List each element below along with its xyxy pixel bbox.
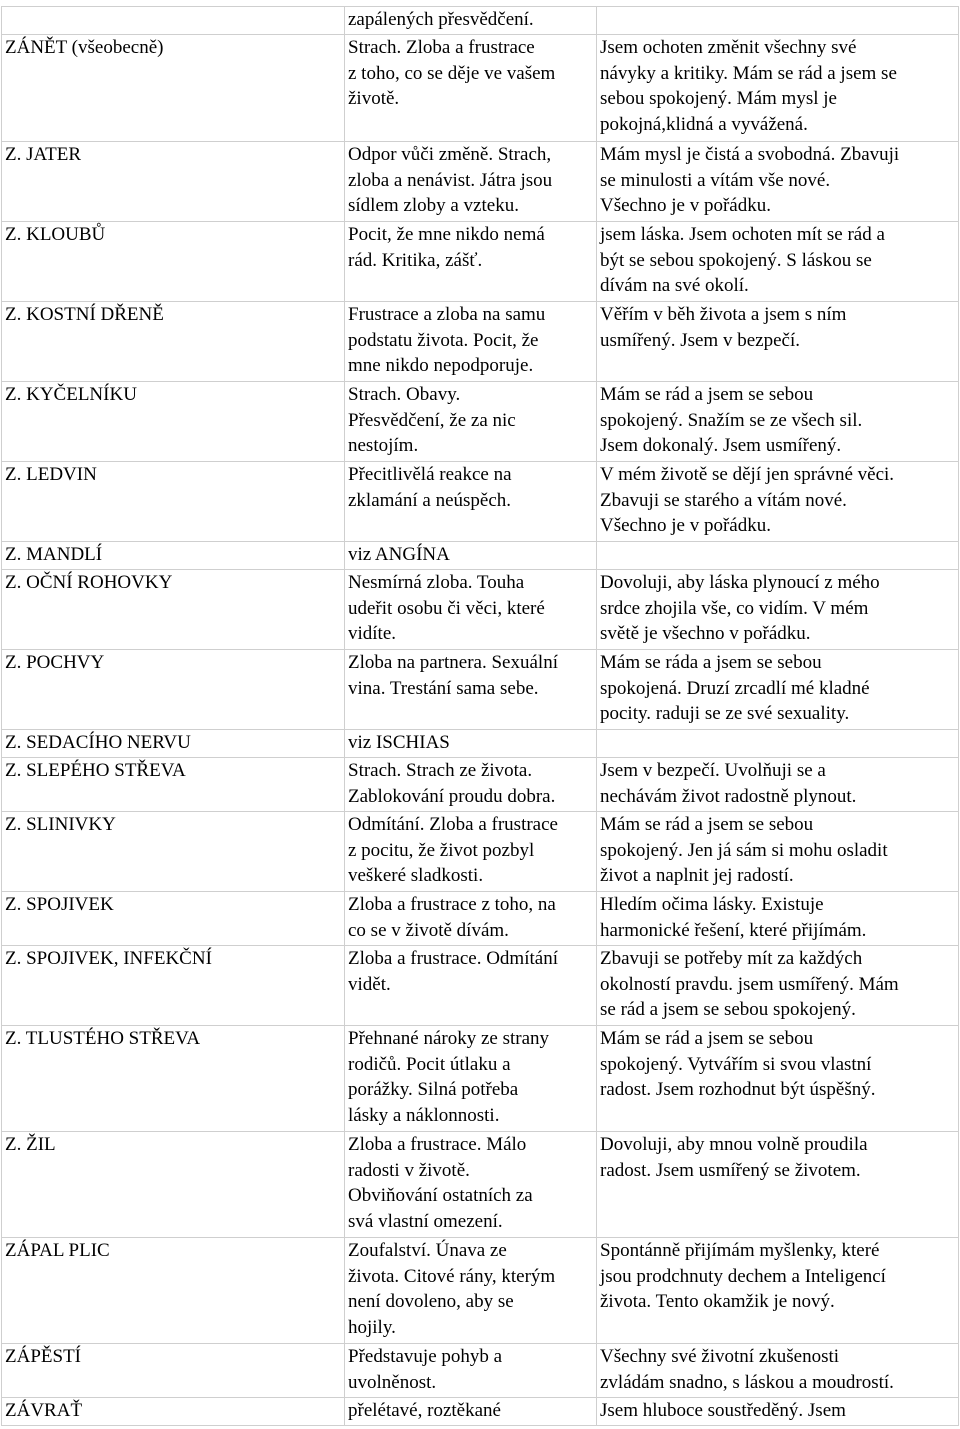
cause-cell: Odpor vůči změně. Strach, zloba a nenávist. Játra jsou sídlem zloby a vzteku. <box>345 142 597 222</box>
table-row <box>2 1238 959 1344</box>
affirmation-cell: Dovoluji, aby mnou volně proudila radost. Jsem usmířený se životem. <box>597 1132 959 1238</box>
cause-cell: Zloba a frustrace. Odmítání vidět. <box>345 946 597 1026</box>
affirmation-cell: Mám mysl je čistá a svobodná. Zbavuji se minulosti a vítám vše nové. Všechno je v pořádku. <box>597 142 959 222</box>
condition-cell: ZÁNĚT (všeobecně) <box>2 35 345 142</box>
condition-cell: Z. KYČELNÍKU <box>2 382 345 462</box>
condition-cell: Z. SLINIVKY <box>2 812 345 892</box>
affirmation-cell: Jsem hluboce soustředěný. Jsem <box>597 1398 959 1426</box>
table-row <box>2 462 959 542</box>
table-row <box>2 1132 959 1238</box>
table-row <box>2 730 959 758</box>
condition-cell: Z. JATER <box>2 142 345 222</box>
cause-cell: zapálených přesvědčení. <box>345 7 597 35</box>
table-row <box>2 758 959 812</box>
affirmation-cell <box>597 7 959 35</box>
condition-cell: Z. SPOJIVEK, INFEKČNÍ <box>2 946 345 1026</box>
affirmation-cell: Spontánně přijímám myšlenky, které jsou prodchnuty dechem a Inteligencí života. Tento okamžik je nový. <box>597 1238 959 1344</box>
table-row <box>2 946 959 1026</box>
affirmation-cell: Dovoluji, aby láska plynoucí z mého srdce zhojila vše, co vidím. V mém světě je všechno v pořádku. <box>597 570 959 650</box>
cause-cell: Strach. Strach ze života. Zablokování proudu dobra. <box>345 758 597 812</box>
condition-cell: Z. SLEPÉHO STŘEVA <box>2 758 345 812</box>
affirmation-cell: Mám se rád a jsem se sebou spokojený. Snažím se ze všech sil. Jsem dokonalý. Jsem usmířený. <box>597 382 959 462</box>
cause-cell: Zoufalství. Únava ze života. Citové rány, kterým není dovoleno, aby se hojily. <box>345 1238 597 1344</box>
condition-cell: Z. SEDACÍHO NERVU <box>2 730 345 758</box>
condition-cell: Z. SPOJIVEK <box>2 892 345 946</box>
affirmation-cell <box>597 730 959 758</box>
cause-cell: Zloba a frustrace z toho, na co se v životě dívám. <box>345 892 597 946</box>
table-row <box>2 7 959 35</box>
condition-cell: ZÁVRAŤ <box>2 1398 345 1426</box>
condition-cell: Z. TLUSTÉHO STŘEVA <box>2 1026 345 1132</box>
table-row <box>2 542 959 570</box>
condition-cell: Z. MANDLÍ <box>2 542 345 570</box>
cause-cell: Nesmírná zloba. Touha udeřit osobu či věci, které vidíte. <box>345 570 597 650</box>
table-row <box>2 1026 959 1132</box>
cause-cell: Pocit, že mne nikdo nemá rád. Kritika, zášť. <box>345 222 597 302</box>
condition-cell <box>2 7 345 35</box>
condition-cell: Z. ŽIL <box>2 1132 345 1238</box>
cause-cell: Zloba a frustrace. Málo radosti v životě. Obviňování ostatních za svá vlastní omezení. <box>345 1132 597 1238</box>
cause-cell: Frustrace a zloba na samu podstatu života. Pocit, že mne nikdo nepodporuje. <box>345 302 597 382</box>
cause-cell: Přecitlivělá reakce na zklamání a neúspěch. <box>345 462 597 542</box>
table-row <box>2 382 959 462</box>
affirmation-cell: Jsem ochoten změnit všechny své návyky a kritiky. Mám se rád a jsem se sebou spokojený. Mám mysl je pokojná,klidná a vyvážená. <box>597 35 959 142</box>
affirmation-cell: Hledím očima lásky. Existuje harmonické řešení, které přijímám. <box>597 892 959 946</box>
condition-cell: ZÁPĚSTÍ <box>2 1344 345 1398</box>
table-row <box>2 812 959 892</box>
cause-cell: přelétavé, roztěkané <box>345 1398 597 1426</box>
affirmation-cell: Mám se rád a jsem se sebou spokojený. Jen já sám si mohu osladit život a naplnit jej radostí. <box>597 812 959 892</box>
cause-cell: Představuje pohyb a uvolněnost. <box>345 1344 597 1398</box>
table-row <box>2 222 959 302</box>
affirmation-cell: Mám se ráda a jsem se sebou spokojená. Druzí zrcadlí mé kladné pocity. raduji se ze své sexuality. <box>597 650 959 730</box>
affirmation-cell: Jsem v bezpečí. Uvolňuji se a nechávám život radostně plynout. <box>597 758 959 812</box>
affirmation-cell: Zbavuji se potřeby mít za každých okolností pravdu. jsem usmířený. Mám se rád a jsem se sebou spokojený. <box>597 946 959 1026</box>
condition-cell: ZÁPAL PLIC <box>2 1238 345 1344</box>
table-row <box>2 892 959 946</box>
cause-cell: Strach. Zloba a frustrace z toho, co se děje ve vašem životě. <box>345 35 597 142</box>
table-row <box>2 302 959 382</box>
condition-cell: Z. KOSTNÍ DŘENĚ <box>2 302 345 382</box>
affirmation-cell: Věřím v běh života a jsem s ním usmířený. Jsem v bezpečí. <box>597 302 959 382</box>
table-row <box>2 35 959 142</box>
condition-cell: Z. OČNÍ ROHOVKY <box>2 570 345 650</box>
table-row <box>2 1344 959 1398</box>
affirmation-cell: jsem láska. Jsem ochoten mít se rád a být se sebou spokojený. S láskou se dívám na své okolí. <box>597 222 959 302</box>
condition-cell: Z. KLOUBŮ <box>2 222 345 302</box>
affirmation-cell: Všechny své životní zkušenosti zvládám snadno, s láskou a moudrostí. <box>597 1344 959 1398</box>
table-row <box>2 650 959 730</box>
affirmation-cell: V mém životě se dějí jen správné věci. Zbavuji se starého a vítám nové. Všechno je v pořádku. <box>597 462 959 542</box>
condition-cell: Z. POCHVY <box>2 650 345 730</box>
cause-cell: Odmítání. Zloba a frustrace z pocitu, že život pozbyl veškeré sladkosti. <box>345 812 597 892</box>
symptom-table <box>1 6 959 1426</box>
cause-cell: viz ANGÍNA <box>345 542 597 570</box>
cause-cell: viz ISCHIAS <box>345 730 597 758</box>
cause-cell: Přehnané nároky ze strany rodičů. Pocit útlaku a porážky. Silná potřeba lásky a náklonnosti. <box>345 1026 597 1132</box>
cause-cell: Zloba na partnera. Sexuální vina. Trestání sama sebe. <box>345 650 597 730</box>
table-row <box>2 570 959 650</box>
affirmation-cell: Mám se rád a jsem se sebou spokojený. Vytvářím si svou vlastní radost. Jsem rozhodnut být úspěšný. <box>597 1026 959 1132</box>
table-row <box>2 1398 959 1426</box>
condition-cell: Z. LEDVIN <box>2 462 345 542</box>
table-row <box>2 142 959 222</box>
affirmation-cell <box>597 542 959 570</box>
cause-cell: Strach. Obavy. Přesvědčení, že za nic nestojím. <box>345 382 597 462</box>
